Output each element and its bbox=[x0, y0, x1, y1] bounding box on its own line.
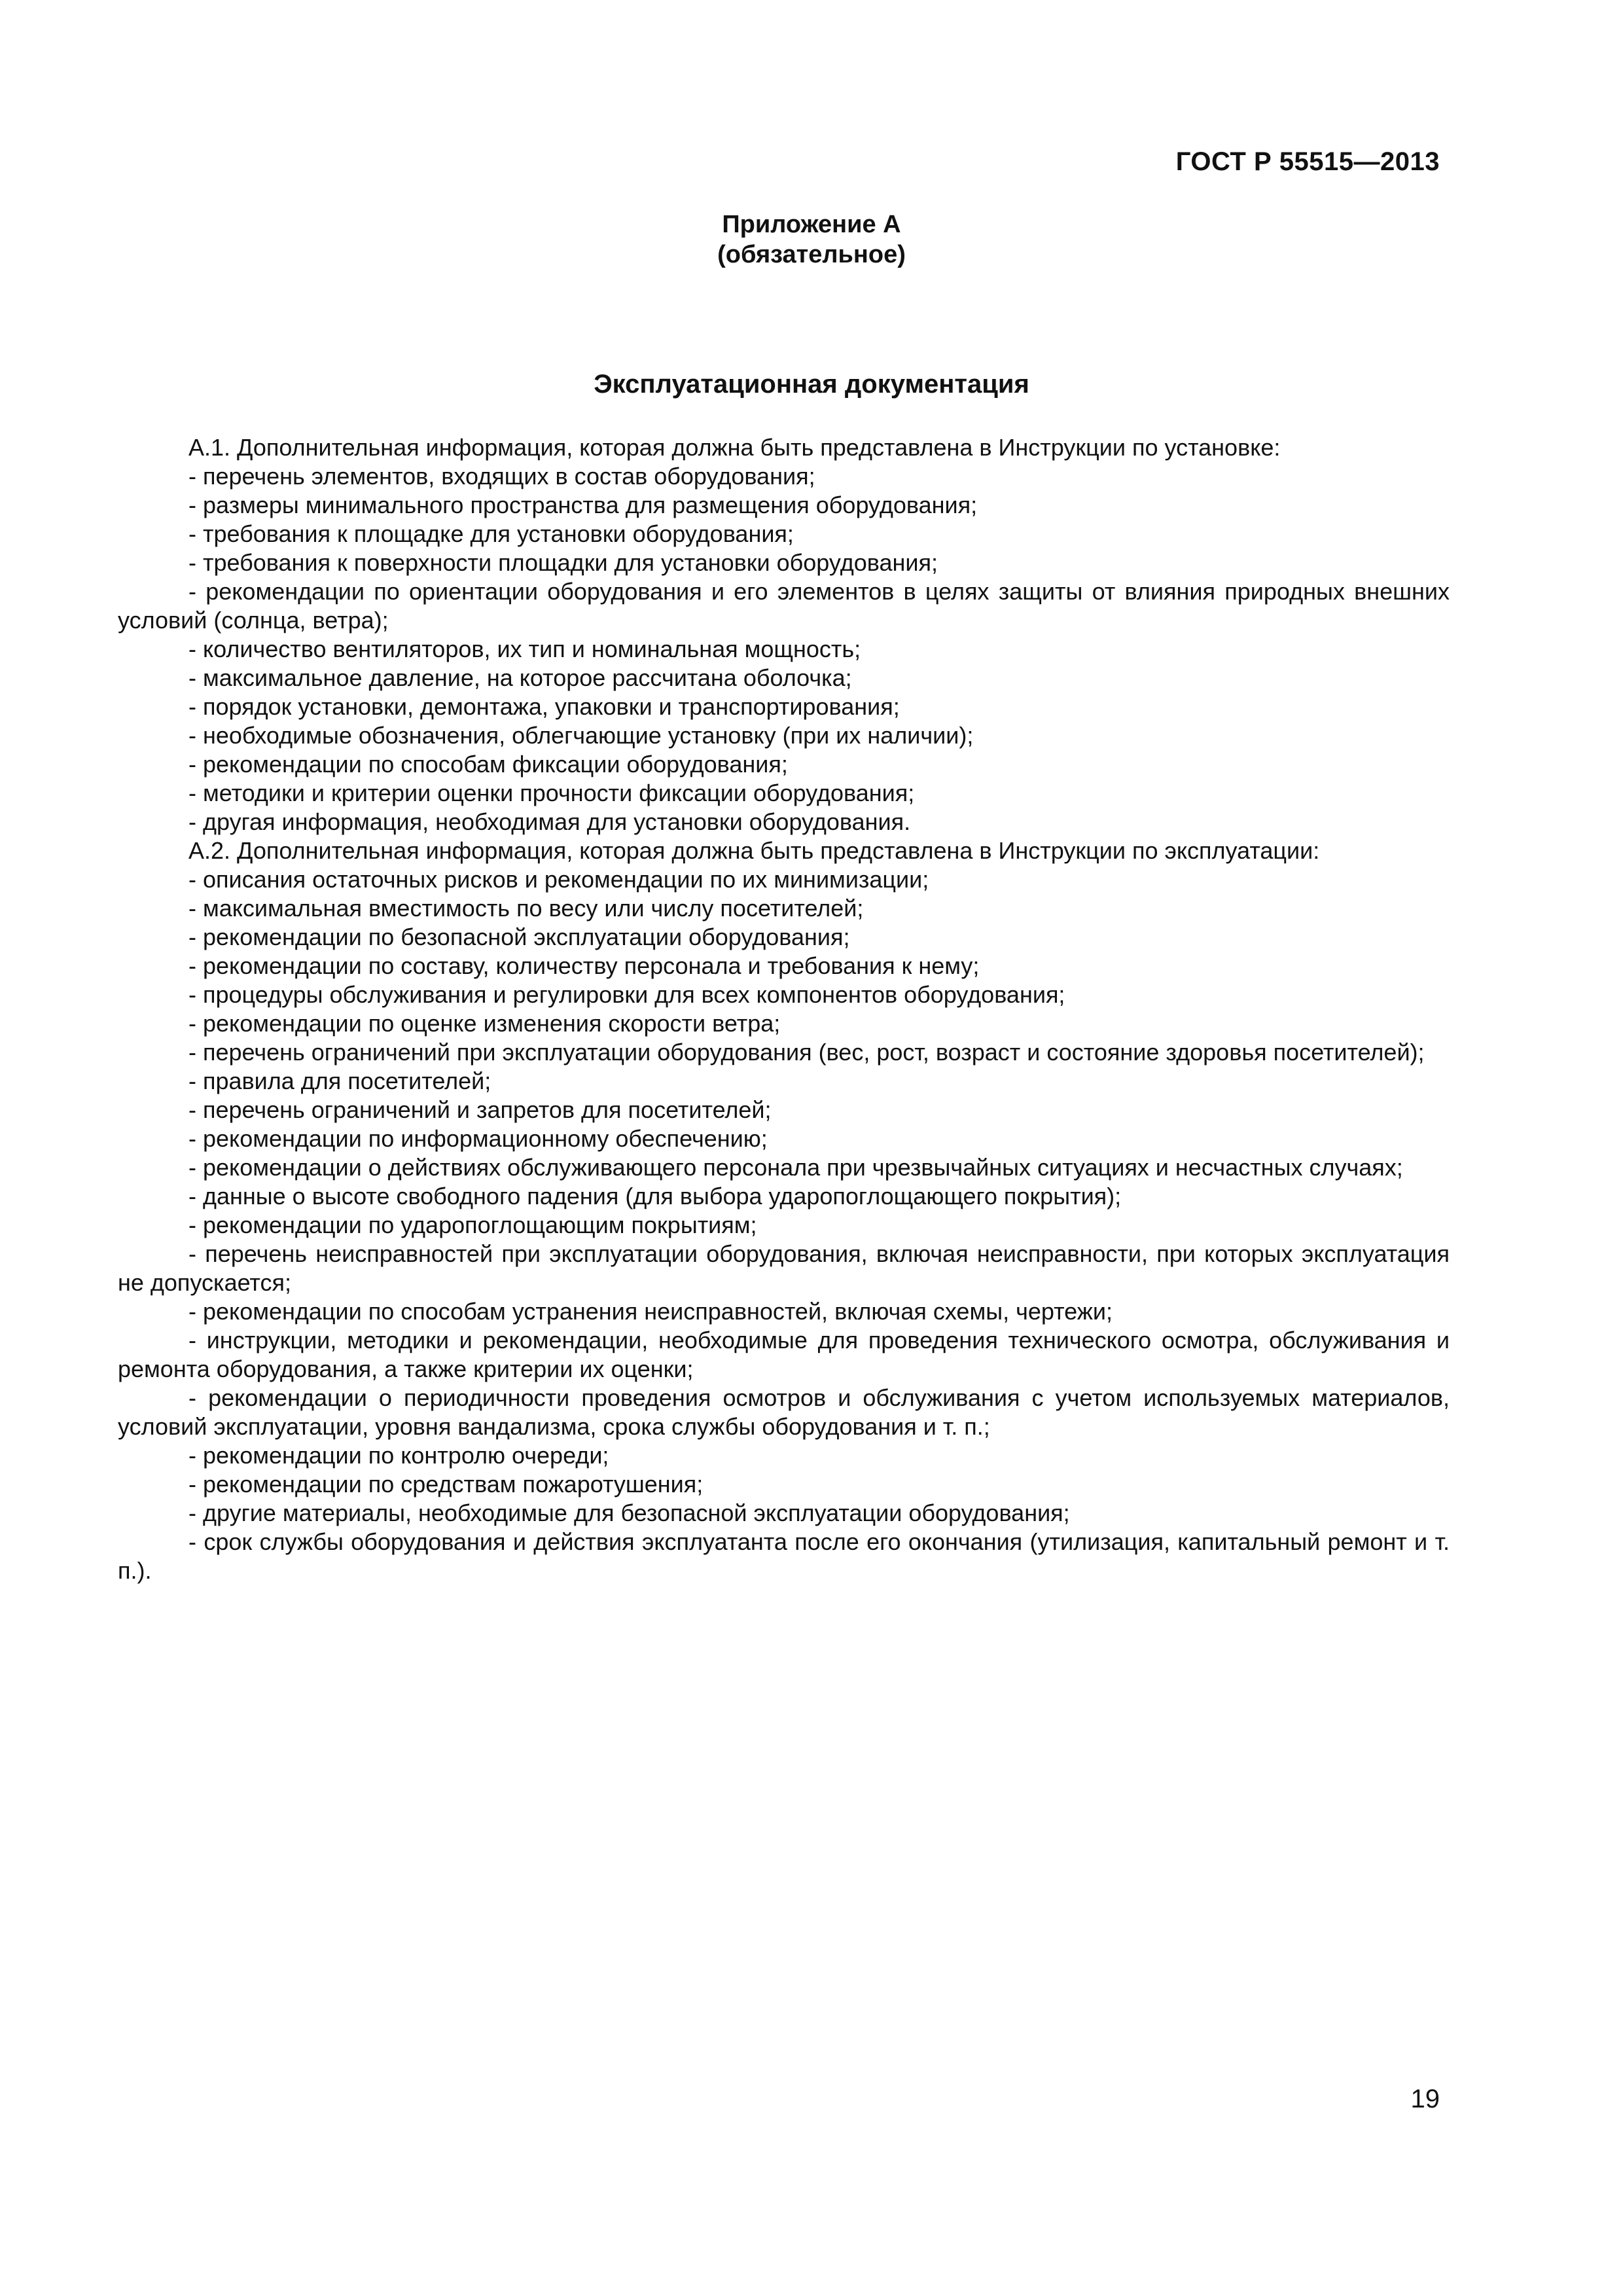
a2-item: - инструкции, методики и рекомендации, необходимые для проведения технического осмотра, обслуживания и ремонта оборудования, а также критерии их оценки; bbox=[118, 1327, 1450, 1382]
a2-item: - данные о высоте свободного падения (для выбора ударопоглощающего покрытия); bbox=[188, 1183, 1122, 1210]
a2-item: - другие материалы, необходимые для безопасной эксплуатации оборудования; bbox=[188, 1499, 1070, 1526]
a2-item: - рекомендации по способам устранения неисправностей, включая схемы, чертежи; bbox=[188, 1298, 1113, 1325]
a2-item: - правила для посетителей; bbox=[188, 1067, 491, 1094]
a2-item: - рекомендации о действиях обслуживающего персонала при чрезвычайных ситуациях и несчастных случаях; bbox=[188, 1154, 1403, 1181]
a1-item: - количество вентиляторов, их тип и номинальная мощность; bbox=[188, 636, 861, 662]
a2-item: - рекомендации по средствам пожаротушения; bbox=[188, 1471, 704, 1498]
a1-item: - необходимые обозначения, облегчающие установку (при их наличии); bbox=[188, 722, 974, 749]
a1-item: - максимальное давление, на которое рассчитана оболочка; bbox=[188, 664, 852, 691]
annex-status: (обязательное) bbox=[717, 241, 906, 268]
a2-item: - рекомендации по контролю очереди; bbox=[188, 1442, 609, 1469]
a2-item: - перечень ограничений и запретов для посетителей; bbox=[188, 1096, 772, 1123]
body-text bbox=[118, 433, 1450, 1585]
a1-item: - требования к площадке для установки оборудования; bbox=[188, 520, 794, 547]
a2-item: - рекомендации о периодичности проведения осмотров и обслуживания с учетом используемых материалов, условий эксплуатации, уровня вандализма, срока службы оборудования и т. п.; bbox=[118, 1384, 1450, 1440]
a2-item: - описания остаточных рисков и рекомендации по их минимизации; bbox=[188, 866, 929, 893]
a2-item: - рекомендации по информационному обеспечению; bbox=[188, 1125, 768, 1152]
a1-item: - перечень элементов, входящих в состав оборудования; bbox=[188, 463, 815, 490]
page-number: 19 bbox=[1410, 2085, 1440, 2113]
a1-item: - размеры минимального пространства для размещения оборудования; bbox=[188, 492, 978, 518]
a1-intro: А.1. Дополнительная информация, которая должна быть представлена в Инструкции по установке: bbox=[188, 434, 1281, 461]
a1-item: - методики и критерии оценки прочности фиксации оборудования; bbox=[188, 780, 915, 806]
annex-heading bbox=[0, 209, 1623, 270]
section-title: Эксплуатационная документация bbox=[594, 370, 1029, 399]
a2-item: - перечень ограничений при эксплуатации оборудования (вес, рост, возраст и состояние здоровья посетителей); bbox=[188, 1039, 1425, 1066]
document-code: ГОСТ Р 55515—2013 bbox=[1175, 147, 1440, 176]
a2-item: - перечень неисправностей при эксплуатации оборудования, включая неисправности, при которых эксплуатация не допускается; bbox=[118, 1240, 1450, 1296]
a2-intro: А.2. Дополнительная информация, которая должна быть представлена в Инструкции по эксплуатации: bbox=[188, 837, 1320, 864]
a2-item: - процедуры обслуживания и регулировки для всех компонентов оборудования; bbox=[188, 981, 1065, 1008]
a2-item: - рекомендации по оценке изменения скорости ветра; bbox=[188, 1010, 781, 1037]
a2-item: - рекомендации по безопасной эксплуатации оборудования; bbox=[188, 924, 850, 950]
a1-item: - порядок установки, демонтажа, упаковки и транспортирования; bbox=[188, 693, 900, 720]
a1-item: - рекомендации по способам фиксации оборудования; bbox=[188, 751, 788, 778]
a1-item: - другая информация, необходимая для установки оборудования. bbox=[188, 808, 911, 835]
a2-item: - рекомендации по составу, количеству персонала и требования к нему; bbox=[188, 952, 980, 979]
a2-item: - рекомендации по ударопоглощающим покрытиям; bbox=[188, 1211, 757, 1238]
a2-item: - срок службы оборудования и действия эксплуатанта после его окончания (утилизация, капитальный ремонт и т. п.). bbox=[118, 1528, 1450, 1584]
annex-title: Приложение А bbox=[722, 211, 901, 238]
a2-item: - максимальная вместимость по весу или числу посетителей; bbox=[188, 895, 864, 922]
a1-item: - рекомендации по ориентации оборудования и его элементов в целях защиты от влияния природных внешних условий (солнца, ветра); bbox=[118, 578, 1450, 634]
a1-item: - требования к поверхности площадки для установки оборудования; bbox=[188, 549, 938, 576]
